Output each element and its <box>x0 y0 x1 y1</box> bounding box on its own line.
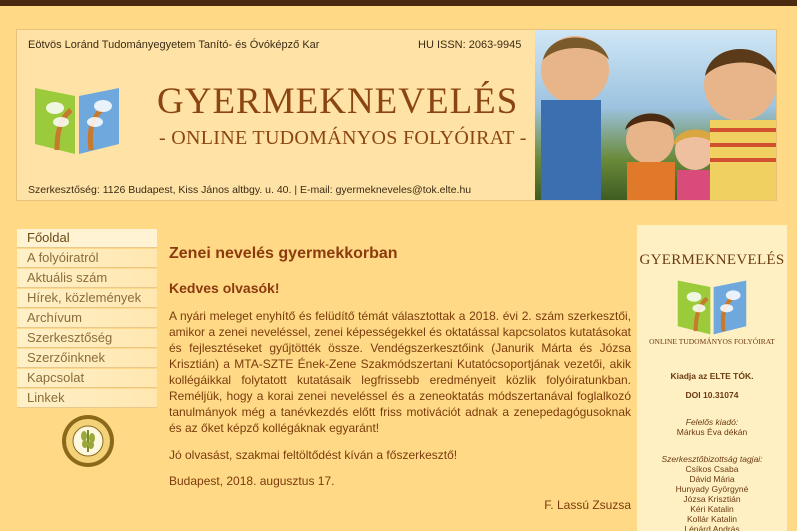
board-member: Dávid Mária <box>689 474 735 484</box>
editorial-text: A nyári meleget enyhítő és felüdítő témát választottak a 2018. évi 2. szám szerkesztői, amikor a zenei neveléssel, zenei képességekkel és oktatással kapcsolatos kutatásokat és fejlesztéseket gyűjtötték össze. Vendégszerkesztőink (Janurik Márta és Józsa Krisztián) a MTA-SZTE Ének-Zene Szakmódszertani Kutatócsoportjának vezetői, akik kollégáikkal folytatott kutatásaik legfrissebb eredményeit közlik folyóiratunkban. Reméljük, hogy a korai zenei neveléssel és a zeneoktatás módszertanával foglalkozó tanulmányok még a tanévkezdés előtt friss motivációt adnak a zenepedagógusoknak és az őket képző kollégáknak egyaránt! <box>169 309 631 435</box>
nav-item-editorial[interactable]: Szerkesztőség <box>17 329 157 348</box>
article-title: Zenei nevelés gyermekkorban <box>169 245 398 262</box>
sidebar-logo-icon[interactable] <box>673 274 751 336</box>
nav-item-archive[interactable]: Archívum <box>17 309 157 328</box>
closing-text: Jó olvasást, szakmai feltöltődést kíván a főszerkesztő! <box>169 448 458 462</box>
journal-subtitle: - ONLINE TUDOMÁNYOS FOLYÓIRAT - <box>159 127 527 149</box>
sidebar-subtitle: ONLINE TUDOMÁNYOS FOLYÓIRAT <box>649 337 775 346</box>
top-border <box>0 0 797 6</box>
sidebar-title: GYERMEKNEVELÉS <box>639 252 785 268</box>
right-sidebar <box>637 225 787 531</box>
signature: F. Lassú Zsuzsa <box>544 498 631 512</box>
board-member: Kéri Katalin <box>690 504 734 514</box>
responsible-publisher-label: Felelős kiadó: <box>685 417 739 427</box>
date-line: Budapest, 2018. augusztus 17. <box>169 474 335 488</box>
issn-number: HU ISSN: 2063-9945 <box>418 39 522 51</box>
responsible-publisher-name: Márkus Éva dékán <box>676 427 748 437</box>
board-member: Hunyady Györgyné <box>675 484 749 494</box>
nav-item-about[interactable]: A folyóiratról <box>17 249 157 268</box>
nav-item-authors[interactable]: Szerzőinknek <box>17 349 157 368</box>
board-member: Kollár Katalin <box>686 514 738 524</box>
children-photo <box>535 30 777 201</box>
nav-item-contact[interactable]: Kapcsolat <box>17 369 157 388</box>
nav-item-news[interactable]: Hírek, közlemények <box>17 289 157 308</box>
doi-line: DOI 10.31074 <box>685 390 739 400</box>
faculty-seal-icon[interactable] <box>61 414 115 468</box>
main-content <box>169 245 631 512</box>
greeting: Kedves olvasók! <box>169 280 280 296</box>
site-header <box>16 29 777 201</box>
institution-name: Eötvös Loránd Tudományegyetem Tanító- és Óvóképző Kar <box>28 39 320 51</box>
board-member: Csíkos Csaba <box>685 464 739 474</box>
nav-item-home[interactable]: Főoldal <box>17 229 157 248</box>
journal-logo-icon[interactable] <box>31 80 123 156</box>
board-member: Lénárd András <box>684 524 740 531</box>
nav-item-current-issue[interactable]: Aktuális szám <box>17 269 157 288</box>
board-member: Józsa Krisztián <box>683 494 741 504</box>
editorial-board-list <box>637 464 787 531</box>
nav-item-links[interactable]: Linkek <box>17 389 157 408</box>
journal-title: GYERMEKNEVELÉS <box>157 81 519 122</box>
main-navigation <box>17 229 157 409</box>
publisher-line: Kiadja az ELTE TÓK. <box>670 371 754 381</box>
contact-info: Szerkesztőség: 1126 Budapest, Kiss János altbgy. u. 40. | E-mail: gyermekneveles@tok.elte.hu <box>28 184 472 196</box>
editorial-board-label: Szerkesztőbizottság tagjai: <box>661 454 763 464</box>
